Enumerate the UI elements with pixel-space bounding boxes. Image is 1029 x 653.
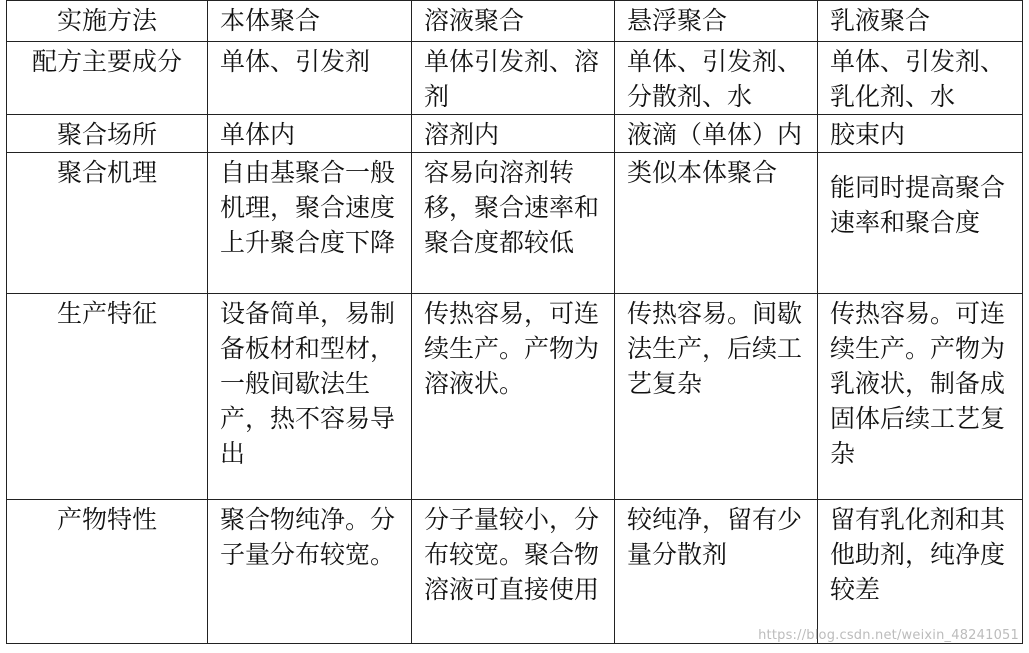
- source-watermark: https://blog.csdn.net/weixin_48241051: [758, 628, 1019, 643]
- comparison-table-wrapper: [6, 0, 1022, 643]
- table-cell: 聚合物纯净。分子量分布较宽。: [208, 500, 412, 644]
- table-cell: 传热容易，可连续生产。产物为溶液状。: [412, 294, 615, 500]
- polymerization-methods-table: [6, 0, 1023, 644]
- table-cell: 传热容易。间歇法生产，后续工艺复杂: [615, 294, 818, 500]
- header-corner-cell: 实施方法: [7, 1, 208, 42]
- table-cell: 传热容易。可连续生产。产物为乳液状，制备成固体后续工艺复杂: [818, 294, 1023, 500]
- table-row: [7, 42, 1023, 115]
- table-cell: 分子量较小，分布较宽。聚合物溶液可直接使用: [412, 500, 615, 644]
- table-row: [7, 500, 1023, 644]
- header-bulk-polymerization: 本体聚合: [208, 1, 412, 42]
- header-solution-polymerization: 溶液聚合: [412, 1, 615, 42]
- table-cell: 容易向溶剂转移，聚合速率和聚合度都较低: [412, 153, 615, 294]
- table-cell: 类似本体聚合: [615, 153, 818, 294]
- table-cell: 单体、引发剂、分散剂、水: [615, 42, 818, 115]
- table-row: [7, 115, 1023, 153]
- row-label-mechanism: 聚合机理: [7, 153, 208, 294]
- table-row: [7, 294, 1023, 500]
- table-cell: 设备简单，易制备板材和型材，一般间歇法生产，热不容易导出: [208, 294, 412, 500]
- table-cell: 单体、引发剂、乳化剂、水: [818, 42, 1023, 115]
- table-cell-text: 能同时提高聚合速率和聚合度: [830, 173, 1006, 237]
- table-cell: 自由基聚合一般机理，聚合速度上升聚合度下降: [208, 153, 412, 294]
- row-label-production: 生产特征: [7, 294, 208, 500]
- header-emulsion-polymerization: 乳液聚合: [818, 1, 1023, 42]
- table-cell: 液滴（单体）内: [615, 115, 818, 153]
- row-label-formula: 配方主要成分: [7, 42, 208, 115]
- table-cell: 单体内: [208, 115, 412, 153]
- table-cell: 留有乳化剂和其他助剂，纯净度较差: [818, 500, 1023, 644]
- row-label-product: 产物特性: [7, 500, 208, 644]
- table-cell: [818, 153, 1023, 294]
- table-cell: 单体、引发剂: [208, 42, 412, 115]
- table-cell: 较纯净，留有少量分散剂: [615, 500, 818, 644]
- table-cell: 溶剂内: [412, 115, 615, 153]
- table-header-row: [7, 1, 1023, 42]
- table-row: [7, 153, 1023, 294]
- table-cell: 胶束内: [818, 115, 1023, 153]
- row-label-site: 聚合场所: [7, 115, 208, 153]
- table-cell: 单体引发剂、溶剂: [412, 42, 615, 115]
- header-suspension-polymerization: 悬浮聚合: [615, 1, 818, 42]
